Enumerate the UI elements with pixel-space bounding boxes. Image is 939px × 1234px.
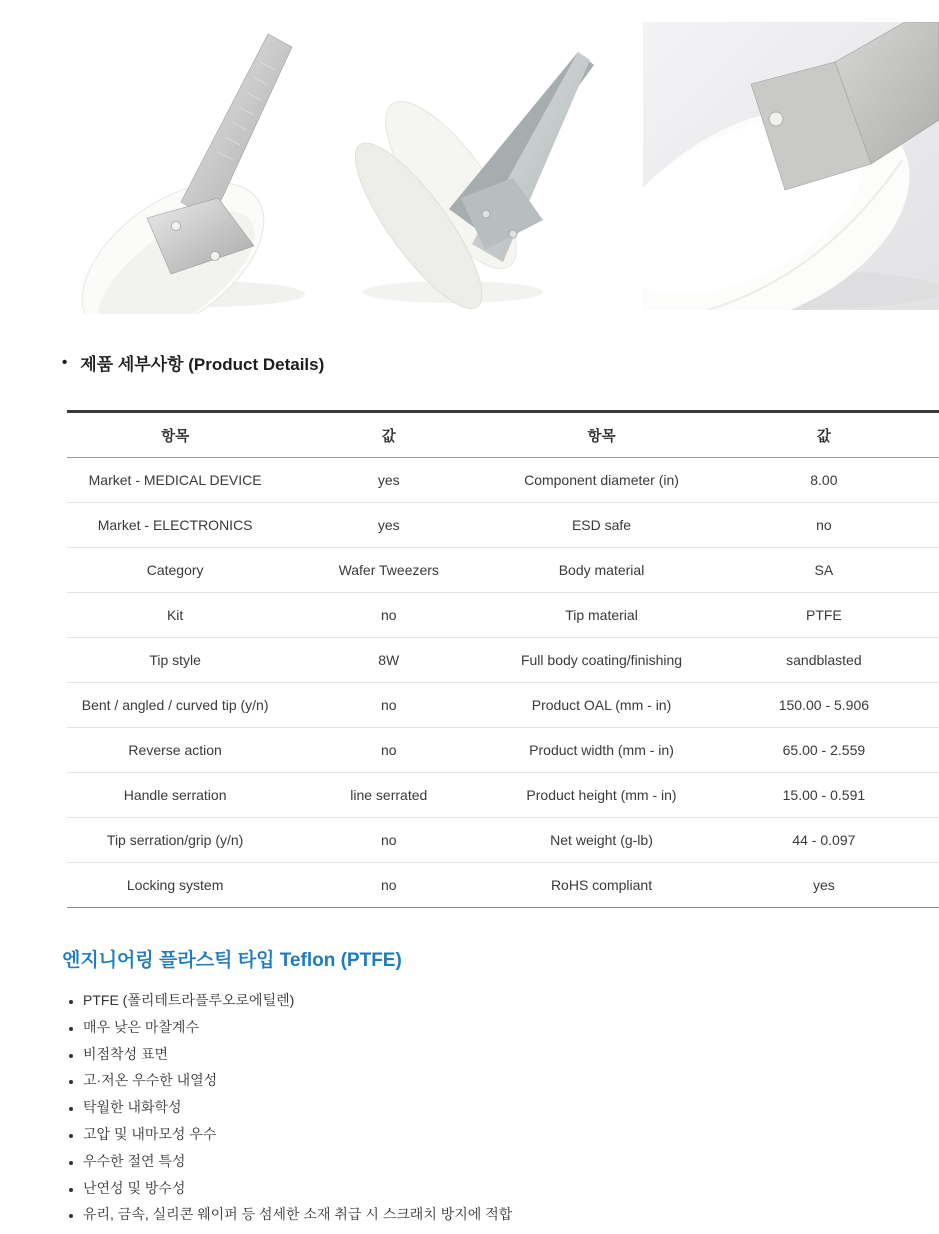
spec-item-cell: Market - ELECTRONICS xyxy=(67,503,283,548)
spec-item-cell: ESD safe xyxy=(494,503,709,548)
ptfe-section-heading: 엔지니어링 플라스틱 타입 Teflon (PTFE) xyxy=(62,950,402,971)
table-row xyxy=(67,638,939,683)
spec-item-cell: Tip material xyxy=(494,593,709,638)
spec-value-cell: 44 - 0.097 xyxy=(709,818,939,863)
spec-value-cell: no xyxy=(283,593,494,638)
spec-value-cell: 8.00 xyxy=(709,458,939,503)
header-value-left: 값 xyxy=(283,412,494,458)
spec-value-cell: 8W xyxy=(283,638,494,683)
list-item: • 난연성 및 방수성 xyxy=(83,1175,939,1202)
list-item: • 비점착성 표면 xyxy=(83,1041,939,1068)
spec-value-cell: 15.00 - 0.591 xyxy=(709,773,939,818)
spec-value-cell: no xyxy=(283,863,494,908)
spec-item-cell: Category xyxy=(67,548,283,593)
product-photo-tweezers-open xyxy=(333,28,630,316)
spec-item-cell: Handle serration xyxy=(67,773,283,818)
tweezers-angled-illustration xyxy=(55,22,330,314)
tweezers-open-illustration xyxy=(333,28,630,316)
spec-item-cell: Component diameter (in) xyxy=(494,458,709,503)
table-row xyxy=(67,728,939,773)
product-details-heading-label: 제품 세부사항 (Product Details) xyxy=(80,355,325,374)
header-item-left: 항목 xyxy=(67,412,283,458)
table-row xyxy=(67,503,939,548)
spec-item-cell: Product height (mm - in) xyxy=(494,773,709,818)
spec-value-cell: SA xyxy=(709,548,939,593)
list-item: • 우수한 절연 특성 xyxy=(83,1148,939,1175)
spec-item-cell: Locking system xyxy=(67,863,283,908)
list-item: • 유리, 금속, 실리콘 웨이퍼 등 섬세한 소재 취급 시 스크래치 방지에 적합 xyxy=(83,1201,939,1228)
spec-value-cell: PTFE xyxy=(709,593,939,638)
spec-value-cell: no xyxy=(283,683,494,728)
spec-value-cell: no xyxy=(709,503,939,548)
spec-value-cell: no xyxy=(283,728,494,773)
spec-item-cell: Bent / angled / curved tip (y/n) xyxy=(67,683,283,728)
spec-value-cell: yes xyxy=(709,863,939,908)
spec-value-cell: 150.00 - 5.906 xyxy=(709,683,939,728)
list-item: • PTFE (폴리테트라플루오로에틸렌) xyxy=(83,987,939,1014)
table-row xyxy=(67,773,939,818)
spec-item-cell: RoHS compliant xyxy=(494,863,709,908)
spec-item-cell: Kit xyxy=(67,593,283,638)
list-item: • 고압 및 내마모성 우수 xyxy=(83,1121,939,1148)
product-photo-tip-closeup xyxy=(643,22,939,310)
spec-value-cell: yes xyxy=(283,503,494,548)
spec-table-body xyxy=(67,458,939,908)
spec-table xyxy=(67,410,939,908)
ptfe-feature-list xyxy=(66,987,939,1228)
spec-value-cell: yes xyxy=(283,458,494,503)
spec-item-cell: Tip style xyxy=(67,638,283,683)
spec-value-cell: 65.00 - 2.559 xyxy=(709,728,939,773)
list-item: • 매우 낮은 마찰계수 xyxy=(83,1014,939,1041)
spec-value-cell: line serrated xyxy=(283,773,494,818)
spec-item-cell: Product width (mm - in) xyxy=(494,728,709,773)
product-photo-tweezers-angled xyxy=(55,22,330,314)
table-row xyxy=(67,458,939,503)
table-row xyxy=(67,548,939,593)
header-item-right: 항목 xyxy=(494,412,709,458)
spec-item-cell: Reverse action xyxy=(67,728,283,773)
spec-item-cell: Tip serration/grip (y/n) xyxy=(67,818,283,863)
tip-closeup-illustration xyxy=(643,22,939,310)
spec-table-header-row xyxy=(67,412,939,458)
product-details-heading xyxy=(62,350,939,375)
table-row xyxy=(67,818,939,863)
table-row xyxy=(67,863,939,908)
list-item: • 고·저온 우수한 내열성 xyxy=(83,1067,939,1094)
product-image-gallery xyxy=(0,0,939,332)
spec-value-cell: Wafer Tweezers xyxy=(283,548,494,593)
table-row xyxy=(67,593,939,638)
list-item: • 탁월한 내화학성 xyxy=(83,1094,939,1121)
table-row xyxy=(67,683,939,728)
spec-value-cell: sandblasted xyxy=(709,638,939,683)
spec-value-cell: no xyxy=(283,818,494,863)
spec-item-cell: Body material xyxy=(494,548,709,593)
spec-item-cell: Full body coating/finishing xyxy=(494,638,709,683)
spec-item-cell: Market - MEDICAL DEVICE xyxy=(67,458,283,503)
bullet-icon: • xyxy=(62,354,68,371)
spec-item-cell: Product OAL (mm - in) xyxy=(494,683,709,728)
header-value-right: 값 xyxy=(709,412,939,458)
spec-item-cell: Net weight (g-lb) xyxy=(494,818,709,863)
